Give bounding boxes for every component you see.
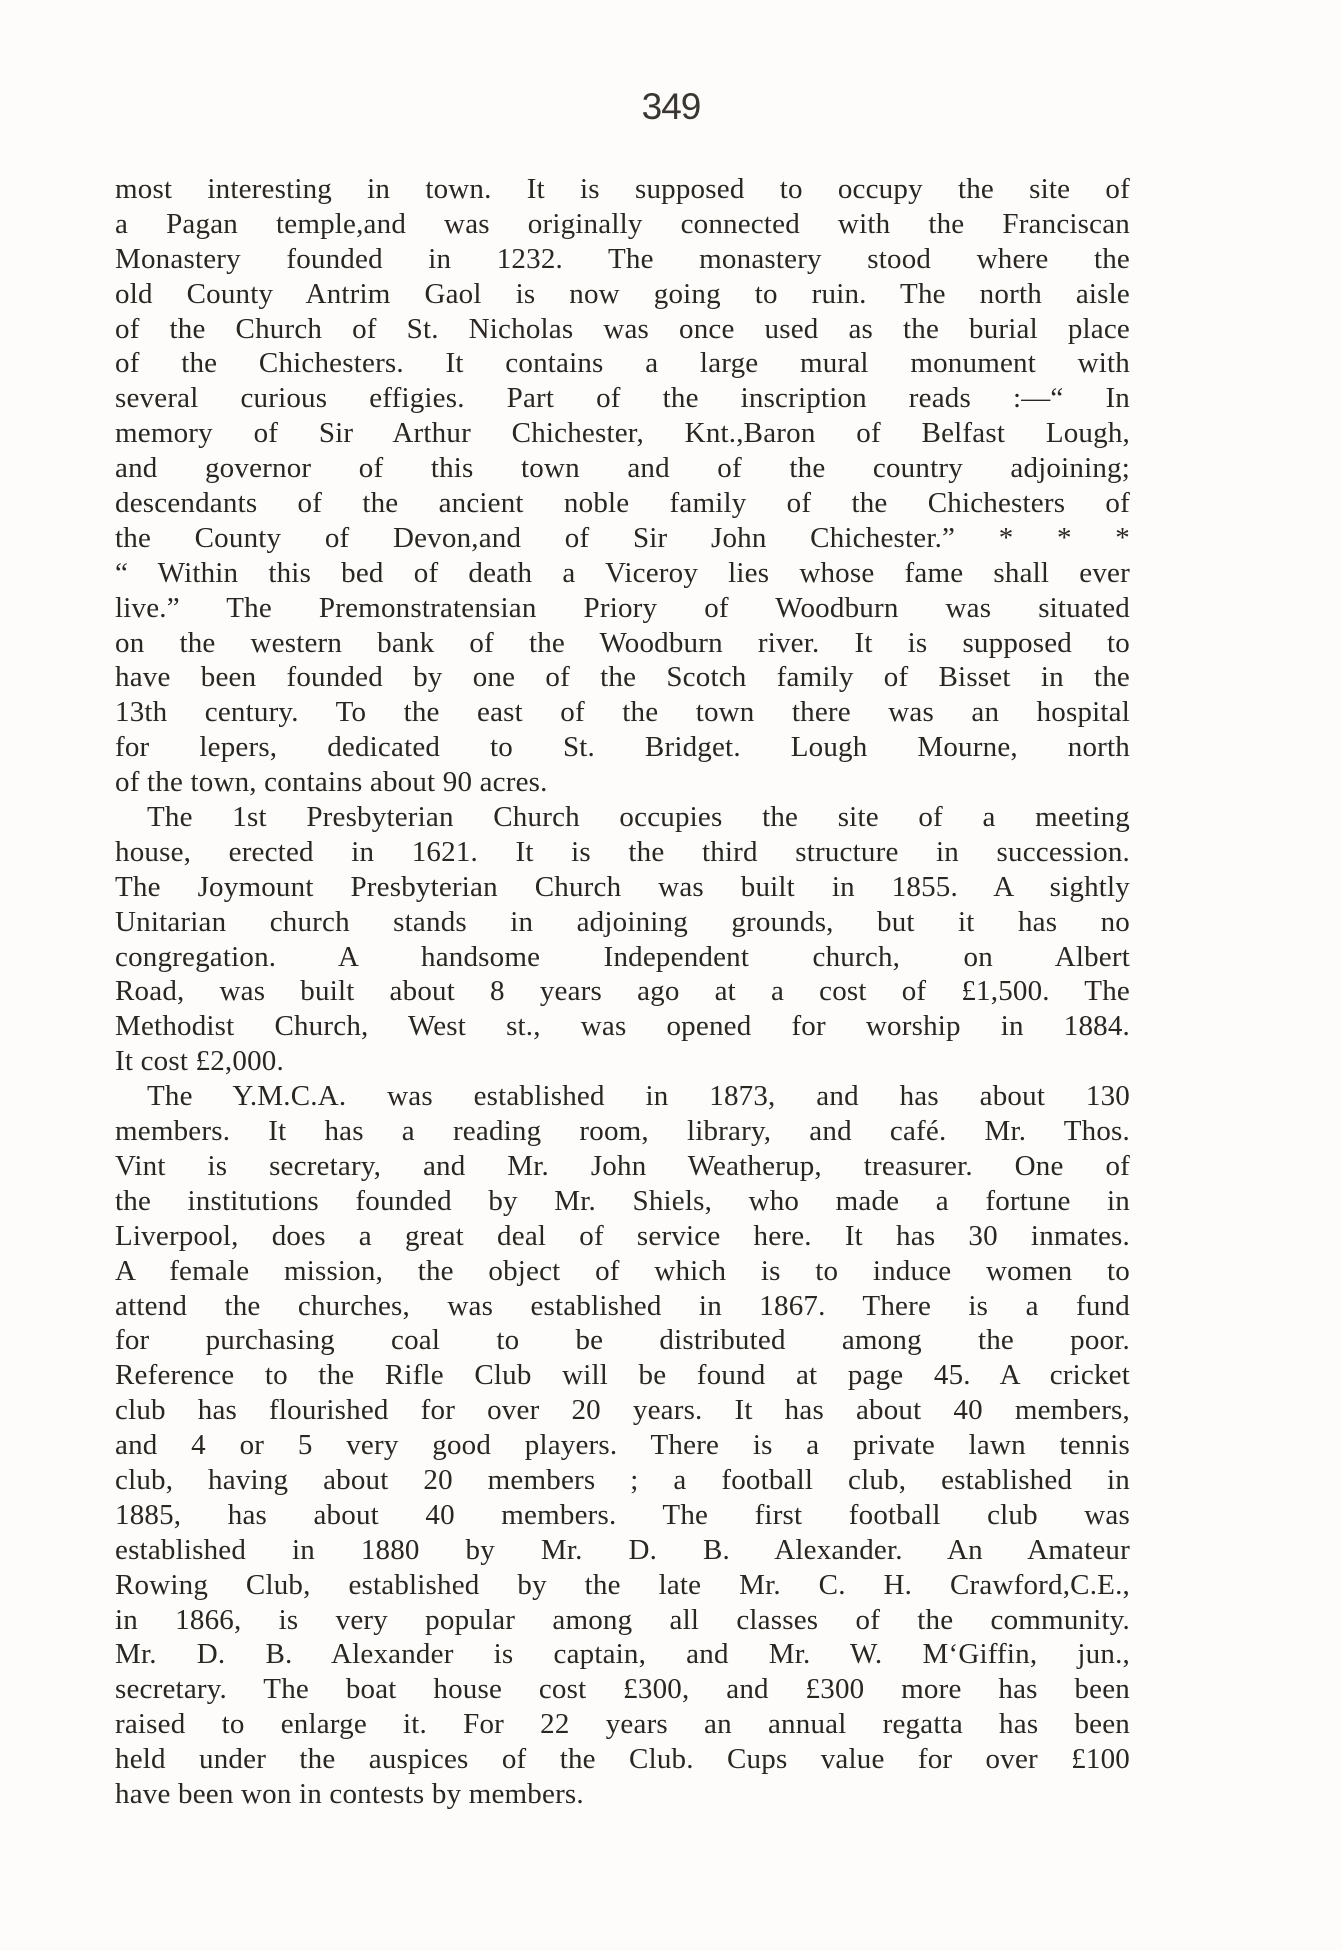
text-line: members. It has a reading room, library, and café. Mr. Thos.	[115, 1115, 1130, 1148]
page-number: 349	[641, 86, 701, 127]
text-line: 13th century. To the east of the town there was an hospital	[115, 696, 1130, 729]
text-line: Road, was built about 8 years ago at a cost of £1,500. The	[115, 975, 1130, 1008]
text-line: Liverpool, does a great deal of service here. It has 30 inmates.	[115, 1219, 1130, 1252]
text-line: Reference to the Rifle Club will be found at page 45. A cricket	[115, 1359, 1130, 1392]
text-line: It cost £2,000.	[115, 1045, 284, 1078]
text-line: of the Chichesters. It contains a large mural monument with	[115, 347, 1130, 380]
text-line: for purchasing coal to be distributed among the poor.	[115, 1324, 1130, 1357]
text-line: have been won in contests by members.	[115, 1777, 584, 1810]
text-line: The Joymount Presbyterian Church was built in 1855. A sightly	[115, 870, 1130, 903]
text-line: raised to enlarge it. For 22 years an annual regatta has been	[115, 1708, 1130, 1741]
text-line: secretary. The boat house cost £300, and £300 more has been	[115, 1673, 1130, 1706]
text-line: on the western bank of the Woodburn river. It is supposed to	[115, 626, 1130, 659]
text-line: club has flourished for over 20 years. It has about 40 members,	[115, 1394, 1130, 1427]
text-line: attend the churches, was established in 1867. There is a fund	[115, 1289, 1130, 1322]
text-line: established in 1880 by Mr. D. B. Alexander. An Amateur	[115, 1533, 1130, 1566]
text-line: The Y.M.C.A. was established in 1873, and has about 130	[147, 1080, 1130, 1113]
text-line: Monastery founded in 1232. The monastery stood where the	[115, 242, 1130, 275]
text-line: Rowing Club, established by the late Mr. C. H. Crawford,C.E.,	[115, 1568, 1130, 1601]
text-line: 1885, has about 40 members. The first football club was	[115, 1498, 1130, 1531]
text-line: several curious effigies. Part of the inscription reads :—“ In	[115, 382, 1130, 415]
text-line: and governor of this town and of the country adjoining;	[115, 452, 1130, 485]
text-line: Methodist Church, West st., was opened for worship in 1884.	[115, 1010, 1130, 1043]
text-line: A female mission, the object of which is to induce women to	[115, 1254, 1130, 1287]
text-line: club, having about 20 members ; a football club, established in	[115, 1463, 1130, 1496]
text-line: Unitarian church stands in adjoining grounds, but it has no	[115, 905, 1130, 938]
text-line: a Pagan temple,and was originally connected with the Franciscan	[115, 207, 1130, 240]
text-line: congregation. A handsome Independent church, on Albert	[115, 940, 1130, 973]
text-line: old County Antrim Gaol is now going to ruin. The north aisle	[115, 277, 1130, 310]
text-line: of the Church of St. Nicholas was once used as the burial place	[115, 312, 1130, 345]
text-line: of the town, contains about 90 acres.	[115, 766, 548, 799]
text-line: the institutions founded by Mr. Shiels, who made a fortune in	[115, 1184, 1130, 1217]
text-line: The 1st Presbyterian Church occupies the site of a meeting	[147, 801, 1130, 834]
text-line: most interesting in town. It is supposed to occupy the site of	[115, 173, 1130, 205]
text-line: Vint is secretary, and Mr. John Weatherup, treasurer. One of	[115, 1149, 1130, 1182]
text-line: live.” The Premonstratensian Priory of Woodburn was situated	[115, 591, 1130, 624]
text-line: the County of Devon,and of Sir John Chichester.” * * *	[115, 521, 1130, 554]
text-line: house, erected in 1621. It is the third structure in succession.	[115, 835, 1130, 868]
text-line: held under the auspices of the Club. Cups value for over £100	[115, 1743, 1130, 1776]
body-text	[115, 172, 1130, 1812]
text-line: in 1866, is very popular among all classes of the community.	[115, 1603, 1130, 1636]
text-line: memory of Sir Arthur Chichester, Knt.,Baron of Belfast Lough,	[115, 417, 1130, 450]
text-line: “ Within this bed of death a Viceroy lies whose fame shall ever	[115, 556, 1130, 589]
text-line: and 4 or 5 very good players. There is a private lawn tennis	[115, 1429, 1130, 1462]
text-line: for lepers, dedicated to St. Bridget. Lough Mourne, north	[115, 731, 1130, 764]
text-line: Mr. D. B. Alexander is captain, and Mr. W. M‘Giffin, jun.,	[115, 1638, 1130, 1671]
text-line: have been founded by one of the Scotch family of Bisset in the	[115, 661, 1130, 694]
text-line: descendants of the ancient noble family of the Chichesters of	[115, 487, 1130, 520]
